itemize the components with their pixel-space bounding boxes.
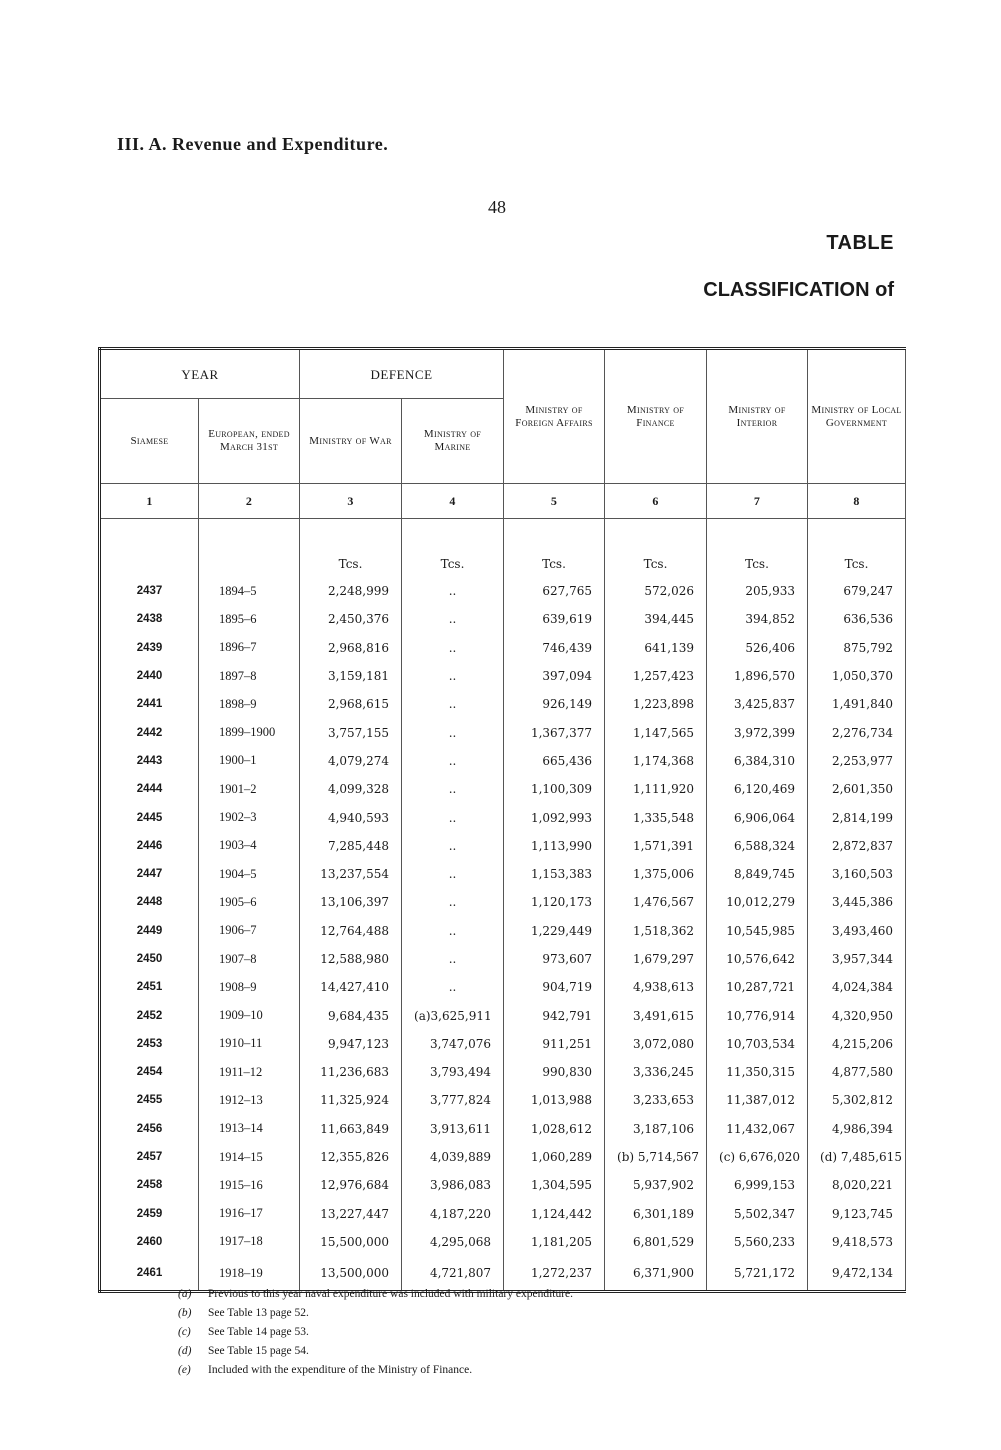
table-cell: 1915–16	[199, 1171, 300, 1199]
table-cell: 3,336,245	[605, 1058, 707, 1086]
classification-label: CLASSIFICATION of	[703, 279, 894, 301]
table-cell: 641,139	[605, 634, 707, 662]
table-cell: 2,253,977	[808, 747, 906, 775]
table-row	[100, 577, 906, 605]
table-cell: (c) 6,676,020	[707, 1143, 808, 1171]
table-cell: ..	[402, 775, 504, 803]
footnotes	[178, 1285, 573, 1380]
table-cell: 1,013,988	[504, 1086, 605, 1114]
table-cell: 942,791	[504, 1001, 605, 1029]
table-cell: 3,913,611	[402, 1115, 504, 1143]
table-cell: 1913–14	[199, 1115, 300, 1143]
footnote	[178, 1323, 573, 1342]
table-cell: 5,502,347	[707, 1200, 808, 1228]
table-cell: 3,747,076	[402, 1030, 504, 1058]
table-cell: 9,123,745	[808, 1200, 906, 1228]
table-cell: 2449	[100, 917, 199, 945]
table-cell: 4,938,613	[605, 973, 707, 1001]
table-cell: 2441	[100, 690, 199, 718]
ministry-finance-header: Ministry of Finance	[605, 349, 707, 484]
table-row	[100, 1001, 906, 1029]
table-cell: 639,619	[504, 605, 605, 633]
footnote-mark: (c)	[178, 1326, 191, 1338]
table-row	[100, 1143, 906, 1171]
table-cell: 5,302,812	[808, 1086, 906, 1114]
table-cell: 990,830	[504, 1058, 605, 1086]
table-cell: 1906–7	[199, 917, 300, 945]
table-cell: 1904–5	[199, 860, 300, 888]
footnote	[178, 1361, 573, 1380]
table-cell: 2438	[100, 605, 199, 633]
table-cell: 636,536	[808, 605, 906, 633]
table-cell: ..	[402, 803, 504, 831]
table-cell: 1,896,570	[707, 662, 808, 690]
table-cell: 11,350,315	[707, 1058, 808, 1086]
table-cell: 2,872,837	[808, 832, 906, 860]
table-cell: 4,320,950	[808, 1001, 906, 1029]
table-cell: 10,703,534	[707, 1030, 808, 1058]
table-cell: 1,153,383	[504, 860, 605, 888]
table-cell: 911,251	[504, 1030, 605, 1058]
table-cell: 2,248,999	[300, 577, 402, 605]
table-cell: 2,450,376	[300, 605, 402, 633]
table-cell: 3,233,653	[605, 1086, 707, 1114]
table-cell: 4,099,328	[300, 775, 402, 803]
unit-cell: Tcs.	[808, 519, 906, 578]
table-cell: 10,287,721	[707, 973, 808, 1001]
table-cell: 14,427,410	[300, 973, 402, 1001]
table-row	[100, 662, 906, 690]
table-cell: 5,937,902	[605, 1171, 707, 1199]
table-cell: 665,436	[504, 747, 605, 775]
table-cell: 1905–6	[199, 888, 300, 916]
table-cell: 394,445	[605, 605, 707, 633]
table-cell: 2,276,734	[808, 718, 906, 746]
table-cell: 3,491,615	[605, 1001, 707, 1029]
table-cell: ..	[402, 860, 504, 888]
table-cell: 2459	[100, 1200, 199, 1228]
table-row	[100, 1171, 906, 1199]
table-cell: 4,986,394	[808, 1115, 906, 1143]
table-cell: 2452	[100, 1001, 199, 1029]
table-cell: 973,607	[504, 945, 605, 973]
unit-cell: Tcs.	[605, 519, 707, 578]
table-cell: 5,721,172	[707, 1256, 808, 1292]
table-cell: 1,028,612	[504, 1115, 605, 1143]
table-row	[100, 1030, 906, 1058]
table-cell: 2451	[100, 973, 199, 1001]
table-cell: ..	[402, 634, 504, 662]
table-body	[100, 519, 906, 1292]
table-cell: 2444	[100, 775, 199, 803]
table-cell: 6,120,469	[707, 775, 808, 803]
table-cell: 2442	[100, 718, 199, 746]
table-row	[100, 718, 906, 746]
table-cell: 2440	[100, 662, 199, 690]
table-cell: ..	[402, 718, 504, 746]
table-cell: 9,472,134	[808, 1256, 906, 1292]
footnote-mark: (d)	[178, 1345, 192, 1357]
table-cell: 4,295,068	[402, 1228, 504, 1256]
table-cell: 11,325,924	[300, 1086, 402, 1114]
table-cell: 904,719	[504, 973, 605, 1001]
table-cell: 2447	[100, 860, 199, 888]
unit-cell	[199, 519, 300, 578]
table-cell: 1,124,442	[504, 1200, 605, 1228]
table-row	[100, 803, 906, 831]
table-cell: ..	[402, 973, 504, 1001]
column-number: 6	[605, 484, 707, 519]
table-cell: 5,560,233	[707, 1228, 808, 1256]
table-cell: 4,215,206	[808, 1030, 906, 1058]
table-cell: 3,160,503	[808, 860, 906, 888]
units-row	[100, 519, 906, 578]
table-cell: 2455	[100, 1086, 199, 1114]
ministry-interior-header: Ministry of Interior	[707, 349, 808, 484]
table-cell: 926,149	[504, 690, 605, 718]
table-cell: 3,072,080	[605, 1030, 707, 1058]
table-cell: 13,500,000	[300, 1256, 402, 1292]
footnote	[178, 1304, 573, 1323]
ministry-foreign-header: Ministry of Foreign Affairs	[504, 349, 605, 484]
table-row	[100, 747, 906, 775]
table-cell: 1,375,006	[605, 860, 707, 888]
column-number: 7	[707, 484, 808, 519]
footnote-text: Included with the expenditure of the Ministry of Finance.	[208, 1364, 473, 1376]
table-cell: 1,113,990	[504, 832, 605, 860]
table-cell: 1,257,423	[605, 662, 707, 690]
footnote-text: See Table 13 page 52.	[208, 1307, 309, 1319]
table-cell: 2446	[100, 832, 199, 860]
table-cell: 627,765	[504, 577, 605, 605]
table-row	[100, 917, 906, 945]
table-cell: 2460	[100, 1228, 199, 1256]
year-header: YEAR	[100, 349, 300, 399]
table-cell: 12,764,488	[300, 917, 402, 945]
table-cell: 572,026	[605, 577, 707, 605]
table-cell: 2454	[100, 1058, 199, 1086]
table-cell: 3,777,824	[402, 1086, 504, 1114]
table-cell: 679,247	[808, 577, 906, 605]
table-cell: 1,304,595	[504, 1171, 605, 1199]
column-number: 1	[100, 484, 199, 519]
table-cell: 12,588,980	[300, 945, 402, 973]
table-cell: ..	[402, 747, 504, 775]
ministry-war-header: Ministry of War	[300, 399, 402, 484]
table-cell: ..	[402, 577, 504, 605]
table-cell: 6,999,153	[707, 1171, 808, 1199]
table-cell: 7,285,448	[300, 832, 402, 860]
table-cell: 1897–8	[199, 662, 300, 690]
section-title: III. A. Revenue and Expenditure.	[117, 134, 389, 154]
table-cell: 1899–1900	[199, 718, 300, 746]
table-cell: 9,684,435	[300, 1001, 402, 1029]
table-cell: 1911–12	[199, 1058, 300, 1086]
table-cell: 4,187,220	[402, 1200, 504, 1228]
table-row	[100, 634, 906, 662]
table-row	[100, 832, 906, 860]
table-cell: 1896–7	[199, 634, 300, 662]
column-number: 5	[504, 484, 605, 519]
table-cell: 205,933	[707, 577, 808, 605]
table-cell: 1916–17	[199, 1200, 300, 1228]
table-row	[100, 1115, 906, 1143]
table-cell: 2448	[100, 888, 199, 916]
table-cell: 1918–19	[199, 1256, 300, 1292]
table-row	[100, 775, 906, 803]
unit-cell: Tcs.	[402, 519, 504, 578]
table-cell: 4,079,274	[300, 747, 402, 775]
table-cell: 1,335,548	[605, 803, 707, 831]
table-cell: 1,092,993	[504, 803, 605, 831]
table-row	[100, 690, 906, 718]
table-cell: 3,445,386	[808, 888, 906, 916]
table-cell: 2457	[100, 1143, 199, 1171]
table-cell: ..	[402, 662, 504, 690]
table-cell: 2,601,350	[808, 775, 906, 803]
table-cell: 1909–10	[199, 1001, 300, 1029]
table-cell: 1,174,368	[605, 747, 707, 775]
table-cell: 10,776,914	[707, 1001, 808, 1029]
table-cell: 2437	[100, 577, 199, 605]
table-cell: 1901–2	[199, 775, 300, 803]
footnote-text: Previous to this year naval expenditure was included with military expenditure.	[208, 1288, 574, 1300]
footnote	[178, 1342, 573, 1361]
table-cell: 1907–8	[199, 945, 300, 973]
table-cell: 13,227,447	[300, 1200, 402, 1228]
table-cell: 1914–15	[199, 1143, 300, 1171]
defence-header: DEFENCE	[300, 349, 504, 399]
table-cell: 8,020,221	[808, 1171, 906, 1199]
table-cell: 3,957,344	[808, 945, 906, 973]
footnote-text: See Table 14 page 53.	[208, 1326, 309, 1338]
table-cell: 10,545,985	[707, 917, 808, 945]
table-cell: 2458	[100, 1171, 199, 1199]
table-cell: ..	[402, 888, 504, 916]
table-row	[100, 973, 906, 1001]
table-cell: ..	[402, 945, 504, 973]
table-cell: 1,060,289	[504, 1143, 605, 1171]
table-cell: 2445	[100, 803, 199, 831]
table-row	[100, 1200, 906, 1228]
table-cell: 526,406	[707, 634, 808, 662]
table-cell: 3,187,106	[605, 1115, 707, 1143]
footnote-mark: (a)	[178, 1288, 192, 1300]
table-cell: 1,272,237	[504, 1256, 605, 1292]
table-cell: 3,986,083	[402, 1171, 504, 1199]
table-cell: 2,814,199	[808, 803, 906, 831]
table-cell: 1,223,898	[605, 690, 707, 718]
table-cell: 11,387,012	[707, 1086, 808, 1114]
table-cell: 2461	[100, 1256, 199, 1292]
table-cell: 1,147,565	[605, 718, 707, 746]
table-cell: 12,976,684	[300, 1171, 402, 1199]
table-cell: 4,721,807	[402, 1256, 504, 1292]
table-cell: 1,679,297	[605, 945, 707, 973]
table-cell: 6,371,900	[605, 1256, 707, 1292]
table-cell: 2,968,615	[300, 690, 402, 718]
table-cell: 9,947,123	[300, 1030, 402, 1058]
table-cell: (d) 7,485,615	[808, 1143, 906, 1171]
table-cell: ..	[402, 832, 504, 860]
table-cell: 11,432,067	[707, 1115, 808, 1143]
unit-cell: Tcs.	[300, 519, 402, 578]
expenditure-table	[98, 347, 906, 1293]
table-cell: 6,588,324	[707, 832, 808, 860]
table-cell: 13,237,554	[300, 860, 402, 888]
table-row	[100, 605, 906, 633]
table-row	[100, 888, 906, 916]
table-cell: 1,050,370	[808, 662, 906, 690]
table-cell: 4,024,384	[808, 973, 906, 1001]
table-label: TABLE	[826, 232, 894, 254]
ministry-marine-header: Ministry of Marine	[402, 399, 504, 484]
table-cell: 6,384,310	[707, 747, 808, 775]
table-cell: 2456	[100, 1115, 199, 1143]
table-cell: 1,181,205	[504, 1228, 605, 1256]
table-cell: 1,518,362	[605, 917, 707, 945]
table-cell: 1903–4	[199, 832, 300, 860]
table-cell: 394,852	[707, 605, 808, 633]
table-cell: 875,792	[808, 634, 906, 662]
table-cell: 1,100,309	[504, 775, 605, 803]
table-cell: 13,106,397	[300, 888, 402, 916]
table-cell: 3,493,460	[808, 917, 906, 945]
table-cell: 2453	[100, 1030, 199, 1058]
table-cell: 3,757,155	[300, 718, 402, 746]
table-cell: 15,500,000	[300, 1228, 402, 1256]
column-number: 8	[808, 484, 906, 519]
table-row	[100, 860, 906, 888]
table-cell: 4,940,593	[300, 803, 402, 831]
table-cell: 10,576,642	[707, 945, 808, 973]
table-cell: 3,972,399	[707, 718, 808, 746]
table-cell: 3,793,494	[402, 1058, 504, 1086]
table-cell: 1,491,840	[808, 690, 906, 718]
table-cell: 1,120,173	[504, 888, 605, 916]
table-cell: (a)3,625,911	[402, 1001, 504, 1029]
table-row	[100, 1086, 906, 1114]
column-number: 4	[402, 484, 504, 519]
table-cell: 746,439	[504, 634, 605, 662]
table-cell: 4,039,889	[402, 1143, 504, 1171]
table-cell: 9,418,573	[808, 1228, 906, 1256]
table-cell: 1908–9	[199, 973, 300, 1001]
table-cell: 2439	[100, 634, 199, 662]
table-cell: 2,968,816	[300, 634, 402, 662]
table-cell: 6,801,529	[605, 1228, 707, 1256]
table-cell: ..	[402, 917, 504, 945]
column-number: 3	[300, 484, 402, 519]
table-cell: 6,301,189	[605, 1200, 707, 1228]
table-cell: 11,236,683	[300, 1058, 402, 1086]
siamese-header: Siamese	[100, 399, 199, 484]
footnote	[178, 1285, 573, 1304]
table-cell: 1,229,449	[504, 917, 605, 945]
unit-cell: Tcs.	[707, 519, 808, 578]
table-cell: (b) 5,714,567	[605, 1143, 707, 1171]
table-cell: 11,663,849	[300, 1115, 402, 1143]
table-cell: 12,355,826	[300, 1143, 402, 1171]
table-cell: 3,159,181	[300, 662, 402, 690]
footnote-text: See Table 15 page 54.	[208, 1345, 309, 1357]
table-cell: 1900–1	[199, 747, 300, 775]
table-row	[100, 945, 906, 973]
table-cell: 1,111,920	[605, 775, 707, 803]
table-cell: 3,425,837	[707, 690, 808, 718]
ministry-local-header: Ministry of Local Government	[808, 349, 906, 484]
table-row	[100, 1228, 906, 1256]
unit-cell: Tcs.	[504, 519, 605, 578]
table-cell: ..	[402, 605, 504, 633]
footnote-mark: (e)	[178, 1364, 191, 1376]
table-cell: 1898–9	[199, 690, 300, 718]
table-cell: 10,012,279	[707, 888, 808, 916]
table-cell: 1,571,391	[605, 832, 707, 860]
table-cell: 1894–5	[199, 577, 300, 605]
table-row	[100, 1058, 906, 1086]
table-cell: 4,877,580	[808, 1058, 906, 1086]
european-header: European, ended March 31st	[199, 399, 300, 484]
table-cell: 2443	[100, 747, 199, 775]
table-cell: 1895–6	[199, 605, 300, 633]
table-cell: 1902–3	[199, 803, 300, 831]
column-number: 2	[199, 484, 300, 519]
table-cell: 1910–11	[199, 1030, 300, 1058]
table-cell: 1912–13	[199, 1086, 300, 1114]
table-cell: ..	[402, 690, 504, 718]
table-cell: 1,476,567	[605, 888, 707, 916]
table-cell: 6,906,064	[707, 803, 808, 831]
table-cell: 1917–18	[199, 1228, 300, 1256]
footnote-mark: (b)	[178, 1307, 192, 1319]
unit-cell	[100, 519, 199, 578]
page-number: 48	[488, 197, 506, 217]
column-number-row	[100, 484, 906, 519]
table-cell: 2450	[100, 945, 199, 973]
table-cell: 397,094	[504, 662, 605, 690]
table-cell: 1,367,377	[504, 718, 605, 746]
table-cell: 8,849,745	[707, 860, 808, 888]
